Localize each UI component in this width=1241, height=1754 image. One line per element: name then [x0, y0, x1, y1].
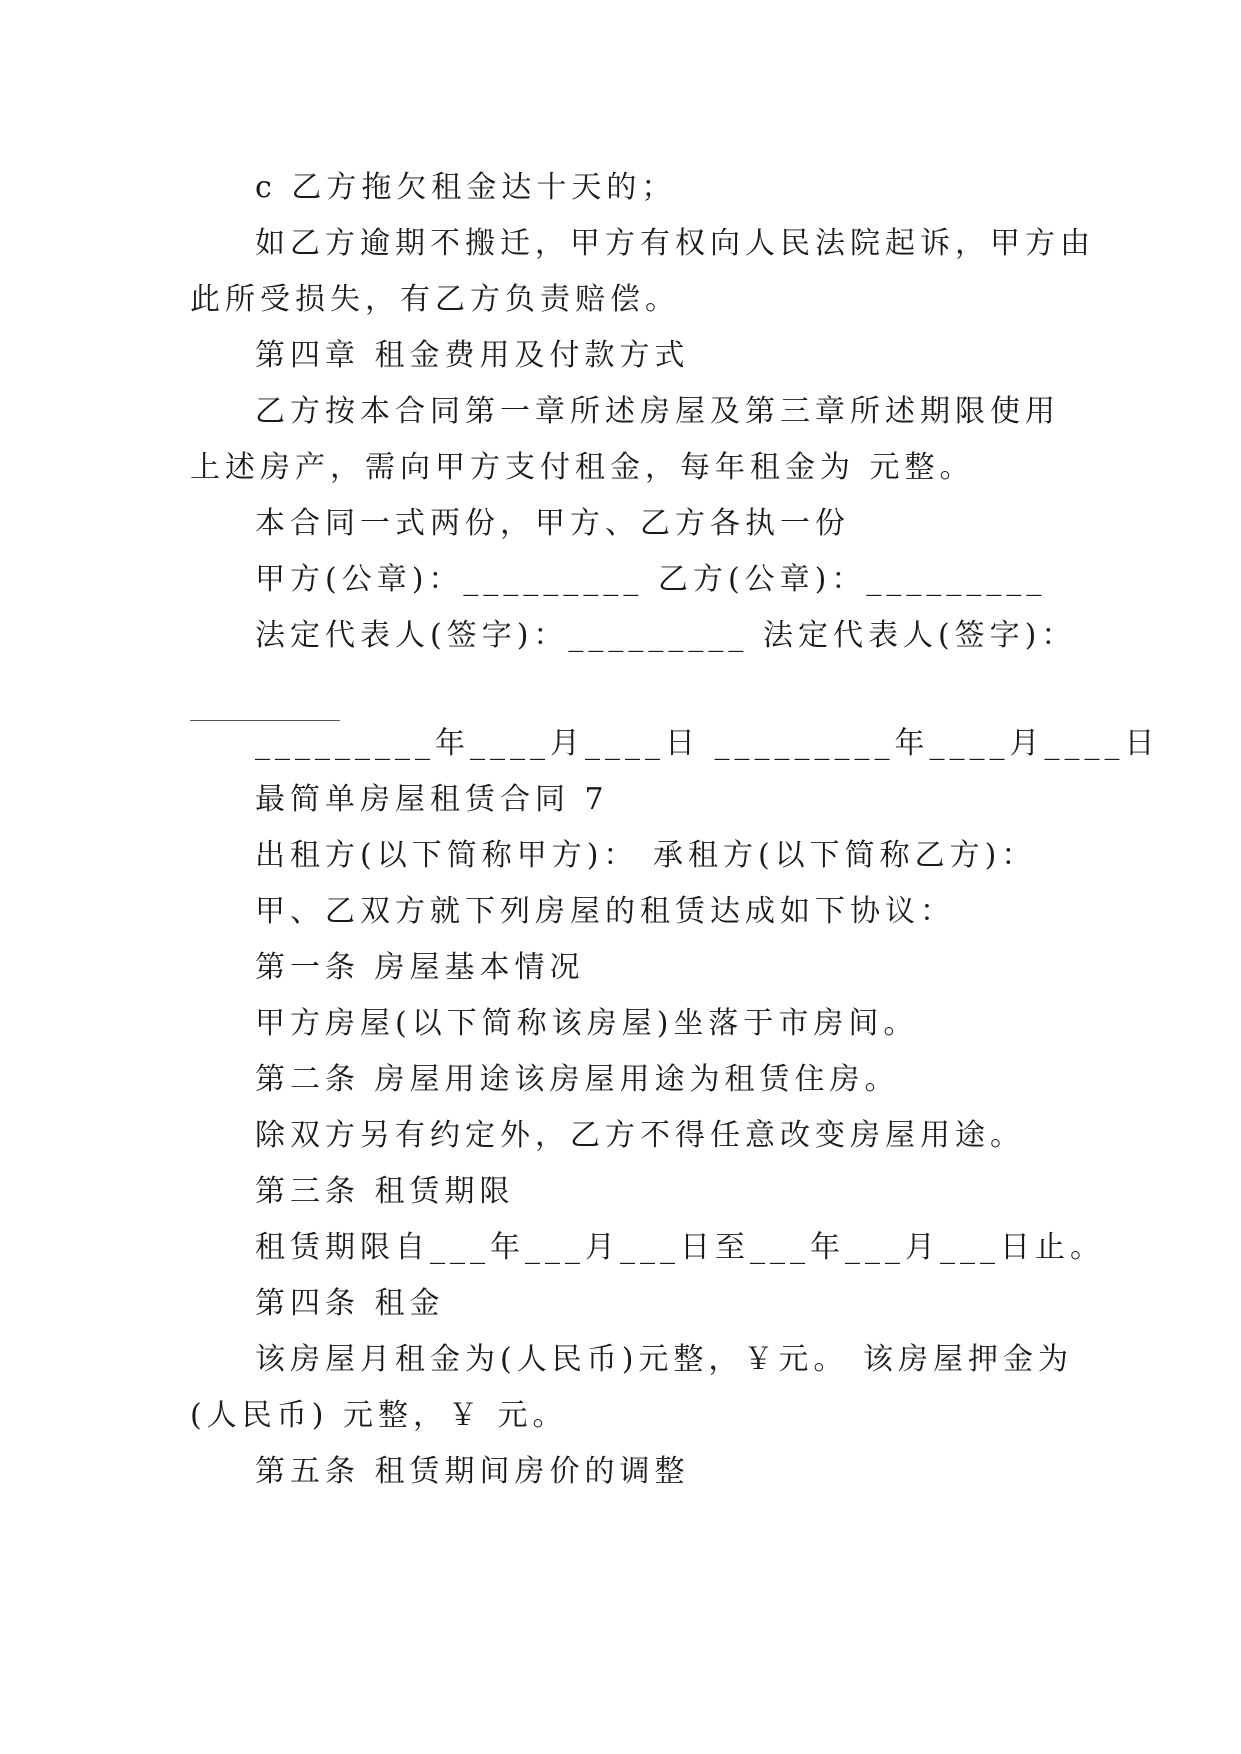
paragraph-rent-line-2: 上述房产，需向甲方支付租金，每年租金为 元整。 — [190, 450, 975, 485]
article-one-heading: 第一条 房屋基本情况 — [255, 950, 585, 985]
chapter-four-heading: 第四章 租金费用及付款方式 — [255, 338, 690, 373]
clause-c-overdue-rent: c 乙方拖欠租金达十天的； — [255, 170, 677, 205]
article-one-body: 甲方房屋(以下简称该房屋)坐落于市房间。 — [255, 1006, 919, 1041]
signing-date-line: _________年____月____日 _________年____月____日 — [255, 726, 1160, 761]
seal-signature-line: 甲方(公章)：_________ 乙方(公章)：_________ — [255, 562, 1047, 597]
article-four-body-line-2: (人民币) 元整，￥ 元。 — [190, 1398, 568, 1433]
signature-blank-underline — [190, 720, 340, 721]
representative-signature-line: 法定代表人(签字)：_________ 法定代表人(签字)： — [255, 618, 1077, 653]
parties-line: 出租方(以下简称甲方)： 承租方(以下简称乙方)： — [255, 838, 1037, 873]
paragraph-lawsuit-line-1: 如乙方逾期不搬迁，甲方有权向人民法院起诉，甲方由 — [255, 226, 1095, 261]
article-five-heading: 第五条 租赁期间房价的调整 — [255, 1454, 690, 1489]
copies-statement: 本合同一式两份，甲方、乙方各执一份 — [255, 506, 850, 541]
article-three-heading: 第三条 租赁期限 — [255, 1174, 515, 1209]
paragraph-rent-line-1: 乙方按本合同第一章所述房屋及第三章所述期限使用 — [255, 394, 1060, 429]
article-two-body: 除双方另有约定外，乙方不得任意改变房屋用途。 — [255, 1118, 1025, 1153]
contract-title: 最简单房屋租赁合同 7 — [255, 782, 609, 817]
article-four-heading: 第四条 租金 — [255, 1286, 445, 1321]
paragraph-lawsuit-line-2: 此所受损失，有乙方负责赔偿。 — [190, 282, 680, 317]
article-two-heading: 第二条 房屋用途该房屋用途为租赁住房。 — [255, 1062, 900, 1097]
agreement-intro: 甲、乙双方就下列房屋的租赁达成如下协议： — [255, 894, 955, 929]
article-three-body: 租赁期限自___年___月___日至___年___月___日止。 — [255, 1230, 1105, 1265]
article-four-body-line-1: 该房屋月租金为(人民币)元整，￥元。 该房屋押金为 — [255, 1342, 1073, 1377]
